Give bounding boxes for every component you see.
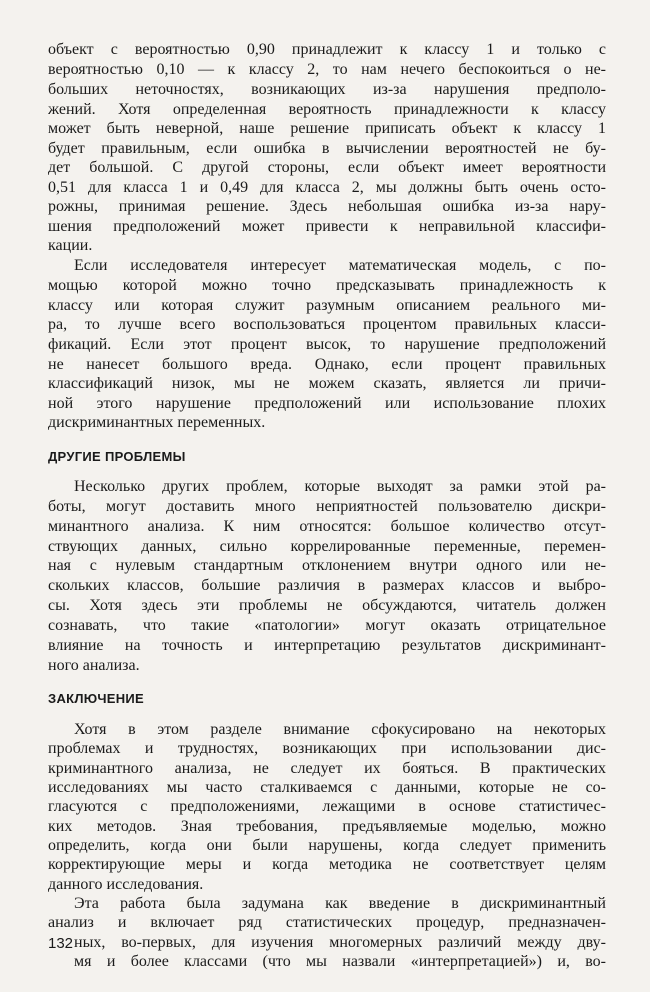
text-line: ствующих данных, сильно коррелированные переменные, перемен- [48, 538, 606, 555]
text-line: может быть неверной, наше решение приписать объект к классу 1 [48, 120, 606, 137]
text-line: ная с нулевым стандартным отклонением внутри одного или не- [48, 557, 606, 574]
text-line: шения предположений может привести к неправильной классифи- [48, 218, 606, 235]
text-line: больших неточностях, возникающих из-за нарушения предполо- [48, 81, 606, 98]
text-line: Хотя в этом разделе внимание сфокусировано на некоторых [74, 721, 606, 738]
text-line: не нанесет большого вреда. Однако, если процент правильных [48, 356, 606, 373]
text-line: Несколько других проблем, которые выходят за рамки этой ра- [74, 478, 606, 495]
text-line: влияние на точность и интерпретацию результатов дискриминант- [48, 637, 606, 654]
text-line: будет правильным, если ошибка в вычислении вероятностей не бу- [48, 140, 606, 157]
text-line: ких методов. Зная требования, предъявляемые моделью, можно [48, 818, 606, 835]
text-line: дет большой. С другой стороны, если объект имеет вероятности [48, 159, 606, 176]
text-line: мощью которой можно точно предсказывать принадлежность к [48, 277, 606, 294]
text-line: скольких классов, большие различия в размерах классов и выбро- [48, 577, 606, 594]
text-line: кации. [48, 237, 93, 254]
text-line: сознавать, что такие «патологии» могут оказать отрицательное [48, 617, 606, 634]
text-line: вероятностью 0,10 — к классу 2, то нам нечего беспокоиться о не- [48, 61, 606, 78]
text-line: сы. Хотя здесь эти проблемы не обсуждаются, читатель должен [48, 597, 606, 614]
text-line: данного исследования. [48, 876, 204, 893]
text-line: Эта работа была задумана как введение в дискриминантный [74, 895, 606, 912]
text-line: классу или которая служит разумным описанием реального ми- [48, 297, 606, 314]
text-line: классификаций низок, мы не можем сказать, является ли причи- [48, 375, 606, 392]
text-line: дискриминантных переменных. [48, 414, 266, 431]
page-number: 132 [48, 935, 74, 952]
text-line: боты, могут доставить много неприятностей пользователю дискри- [48, 498, 606, 515]
text-line: ного анализа. [48, 657, 140, 674]
text-line: анализ и включает ряд статистических процедур, предназначен- [48, 914, 606, 931]
text-line: Если исследователя интересует математическая модель, с по- [74, 257, 606, 274]
text-line: минантного анализа. К ним относятся: большое количество отсут- [48, 518, 606, 535]
text-line: ной этого нарушение предположений или использование плохих [48, 395, 606, 412]
text-line: объект с вероятностью 0,90 принадлежит к классу 1 и только с [48, 41, 606, 58]
text-line: фикаций. Если этот процент высок, то нарушение предположений [48, 336, 606, 353]
text-line: 0,51 для класса 1 и 0,49 для класса 2, мы должны быть очень осто- [48, 179, 606, 196]
text-line: гласуются с предположениями, лежащими в основе статистичес- [48, 798, 606, 815]
text-line: ных, во-первых, для изучения многомерных различий между дву- [74, 934, 606, 951]
text-line: проблемах и трудностях, возникающих при использовании дис- [48, 740, 606, 757]
text-line: криминантного анализа, не следует их бояться. В практических [48, 760, 606, 777]
text-line: определить, когда они были нарушены, когда следует применить [48, 837, 606, 854]
text-line: ра, то лучше всего воспользоваться процентом правильных класси- [48, 316, 606, 333]
text-line: жений. Хотя определенная вероятность принадлежности к классу [48, 101, 606, 118]
section-heading-other-problems: ДРУГИЕ ПРОБЛЕМЫ [48, 449, 186, 464]
text-line: корректирующие меры и когда методика не соответствует целям [48, 856, 606, 873]
text-line: рожны, принимая решение. Здесь небольшая ошибка из-за нару- [48, 198, 606, 215]
text-line: исследованиях мы часто сталкиваемся с данными, которые не со- [48, 779, 606, 796]
section-heading-conclusion: ЗАКЛЮЧЕНИЕ [48, 691, 145, 706]
text-line: мя и более классами (что мы назвали «интерпретацией») и, во- [74, 953, 606, 970]
